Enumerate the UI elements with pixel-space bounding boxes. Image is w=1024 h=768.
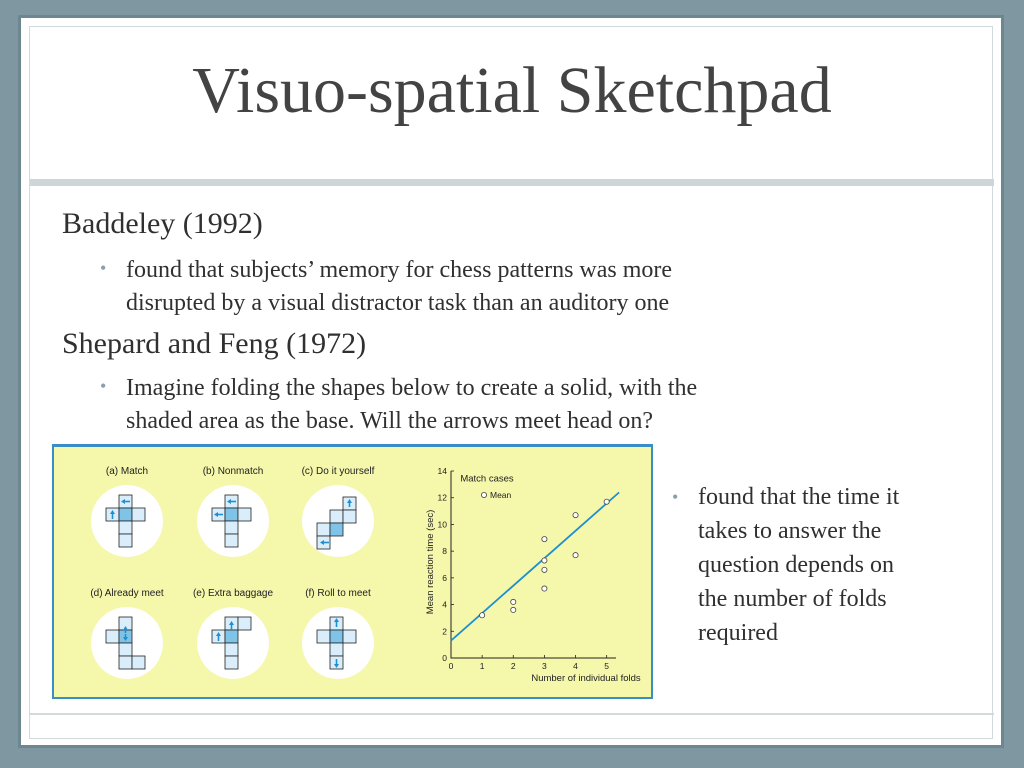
- legend-label: Mean: [490, 490, 512, 500]
- data-point: [480, 613, 485, 618]
- fold-shape-c: [302, 485, 374, 557]
- chart-points: [480, 499, 610, 618]
- y-tick-label: 8: [442, 546, 447, 557]
- x-tick-label: 3: [542, 661, 547, 671]
- legend-marker: [481, 492, 486, 497]
- data-point: [542, 567, 547, 572]
- fold-net-c-icon: [302, 485, 374, 557]
- bullet-dot: •: [672, 487, 679, 507]
- side-bullet-text: found that the time it takes to answer the question depends on the number of folds required: [698, 484, 900, 646]
- x-tick-label: 2: [510, 661, 516, 671]
- panel-label-a: (a) Match: [105, 466, 149, 477]
- fold-shape-f: [302, 607, 374, 679]
- y-tick-label: 14: [437, 466, 447, 476]
- heading-shepard-feng: Shepard and Feng (1972): [62, 327, 367, 360]
- data-point: [573, 553, 578, 558]
- axis-lines: [451, 471, 616, 658]
- fold-net-a-icon: [91, 485, 163, 557]
- chart-title: Match cases: [460, 473, 514, 485]
- fold-shape-b: [197, 485, 269, 557]
- data-point: [604, 499, 609, 504]
- chart-axes: [451, 471, 616, 658]
- shepard-feng-figure: [52, 444, 653, 699]
- data-point: [573, 512, 578, 517]
- title-divider: [30, 179, 994, 186]
- data-point: [511, 599, 516, 604]
- slide-title: Visuo-spatial Sketchpad: [192, 54, 832, 127]
- y-tick-label: 4: [442, 599, 447, 610]
- x-tick-label: 0: [448, 661, 454, 671]
- y-tick-label: 12: [437, 492, 447, 503]
- bottom-divider: [30, 713, 994, 715]
- fold-shape-a: [91, 485, 163, 557]
- x-tick-label: 5: [604, 661, 610, 671]
- panel-label-f: (f) Roll to meet: [305, 588, 371, 599]
- fold-net-d-icon: [91, 607, 163, 679]
- panel-label-e: (e) Extra baggage: [192, 588, 274, 599]
- panel-label-d: (d) Already meet: [90, 588, 164, 599]
- fold-shape-d: [91, 607, 163, 679]
- fold-net-f-icon: [302, 607, 374, 679]
- heading-baddeley: Baddeley (1992): [62, 207, 263, 240]
- bullet-dot: •: [100, 376, 107, 396]
- fold-shape-e: [197, 607, 269, 679]
- bullet-baddeley-line-1: • found that subjects’ memory for chess patterns was more: [100, 257, 673, 283]
- y-tick-label: 6: [442, 572, 447, 583]
- bullet-shepard-line-1: • Imagine folding the shapes below to create a solid, with the: [100, 375, 698, 401]
- y-axis-label: Mean reaction time (sec): [425, 509, 436, 615]
- data-point: [542, 537, 547, 542]
- x-tick-label: 4: [573, 661, 578, 671]
- y-tick-label: 2: [442, 626, 447, 637]
- y-tick-label: 10: [437, 519, 447, 530]
- x-axis-label: Number of individual folds: [531, 673, 641, 684]
- data-point: [542, 586, 547, 591]
- panel-label-c: (c) Do it yourself: [301, 466, 375, 477]
- bullet-dot: •: [100, 258, 107, 278]
- chart-ticks: [438, 466, 610, 671]
- reaction-time-chart: [414, 457, 644, 697]
- fold-net-b-icon: [197, 485, 269, 557]
- fold-net-e-icon: [197, 607, 269, 679]
- data-point: [542, 558, 547, 563]
- data-point: [511, 607, 516, 612]
- trend-line: [451, 492, 619, 640]
- y-tick-label: 0: [442, 653, 447, 663]
- panel-label-b: (b) Nonmatch: [202, 466, 264, 477]
- x-tick-label: 1: [479, 661, 485, 671]
